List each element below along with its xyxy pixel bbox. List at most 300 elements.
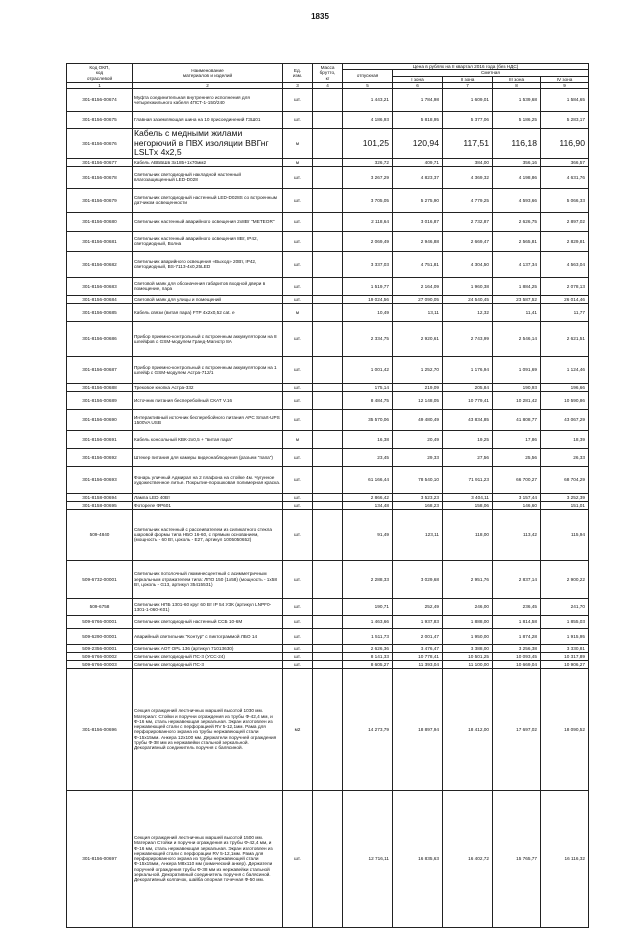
table-row	[67, 321, 589, 356]
cell-price-zone-1: 120,94	[393, 128, 443, 158]
cell-price-zone-2: 4 304,50	[443, 251, 493, 277]
cell-price-zone-2: 71 911,23	[443, 466, 493, 493]
cell-price-zone-2: 16 402,72	[443, 790, 493, 927]
cell-price-zone-4: 2 078,13	[541, 277, 589, 295]
cell-name: Световой маяк для обозначения габаритов входной двери в помещение, пара	[133, 277, 283, 295]
col-number: 2	[133, 82, 283, 88]
cell-code: 301-8156-00677	[67, 158, 133, 166]
cell-weight	[313, 295, 343, 303]
cell-price-zone-3: 1 884,25	[493, 277, 541, 295]
cell-code: 301-8156-00679	[67, 188, 133, 212]
cell-price-zone-2: 158,06	[443, 501, 493, 509]
table-row	[67, 409, 589, 430]
cell-unit: шт.	[283, 88, 313, 111]
cell-unit: шт.	[283, 615, 313, 628]
header-weight: Масса брутто, кг	[313, 64, 343, 83]
cell-name: Источник питания бесперебойный СКАТ V.16	[133, 391, 283, 409]
cell-unit: шт.	[283, 509, 313, 560]
cell-code: 301-8156-00689	[67, 391, 133, 409]
cell-price-zone-1: 4 751,81	[393, 251, 443, 277]
cell-price-zone-3: 5 186,25	[493, 111, 541, 128]
cell-price-zone-4: 4 563,04	[541, 251, 589, 277]
cell-price-zone-4: 1 584,65	[541, 88, 589, 111]
cell-price-zone-3: 236,45	[493, 598, 541, 615]
cell-weight	[313, 466, 343, 493]
cell-name: Штекер питания для камеры видеонаблюдения (разъем "папа")	[133, 448, 283, 466]
cell-price-zone-4: 2 829,81	[541, 231, 589, 251]
cell-price-zone-1: 1 252,70	[393, 356, 443, 383]
cell-price-otpusk: 19 024,56	[343, 295, 393, 303]
cell-price-zone-4: 151,01	[541, 501, 589, 509]
cell-price-zone-3: 17,86	[493, 430, 541, 448]
cell-code: 509-4840	[67, 509, 133, 560]
cell-price-zone-4: 26,33	[541, 448, 589, 466]
cell-price-zone-2: 1 950,00	[443, 628, 493, 644]
cell-name: Светильник АОТ ОРL 136 (артикул 71013630)	[133, 644, 283, 652]
table-row	[67, 615, 589, 628]
cell-price-otpusk: 190,71	[343, 598, 393, 615]
cell-price-zone-2: 384,00	[443, 158, 493, 166]
cell-name: Светильник аварийного освещения «Выход» 20Вт, IP42, светодиодный, BS-7113-4х0,25LED	[133, 251, 283, 277]
cell-weight	[313, 598, 343, 615]
cell-price-zone-2: 24 540,45	[443, 295, 493, 303]
cell-code: 301-8156-00697	[67, 790, 133, 927]
cell-price-zone-4: 115,94	[541, 509, 589, 560]
cell-code: 301-8156-00680	[67, 212, 133, 231]
cell-code: 509-6766-00001	[67, 615, 133, 628]
cell-price-otpusk: 2 288,33	[343, 560, 393, 598]
cell-price-zone-2: 11 100,00	[443, 660, 493, 668]
cell-price-zone-4: 10 906,27	[541, 660, 589, 668]
cell-code: 301-8156-00675	[67, 111, 133, 128]
cell-price-zone-1: 2 920,61	[393, 321, 443, 356]
cell-code: 301-8156-00693	[67, 466, 133, 493]
cell-price-zone-1: 13,11	[393, 303, 443, 321]
cell-name: Светильник светодиодный настенный ССБ 10-6М	[133, 615, 283, 628]
table-row	[67, 295, 589, 303]
cell-unit: м	[283, 128, 313, 158]
cell-name: Прибор приемно-контрольный с встроенным аккумулятором на 8 шлейфов с GSM-модулем Гранд-Магистр 8А	[133, 321, 283, 356]
cell-price-zone-2: 5 377,06	[443, 111, 493, 128]
cell-price-zone-2: 1 960,38	[443, 277, 493, 295]
cell-weight	[313, 509, 343, 560]
cell-weight	[313, 628, 343, 644]
cell-unit: шт.	[283, 644, 313, 652]
cell-price-zone-3: 116,18	[493, 128, 541, 158]
cell-price-zone-1: 219,09	[393, 383, 443, 391]
cell-price-otpusk: 91,49	[343, 509, 393, 560]
cell-price-zone-2: 43 834,85	[443, 409, 493, 430]
header-zone-1: I зона	[393, 76, 443, 82]
col-number: 8	[493, 82, 541, 88]
cell-weight	[313, 128, 343, 158]
cell-price-zone-2: 117,51	[443, 128, 493, 158]
cell-price-zone-3: 4 198,86	[493, 166, 541, 188]
cell-code: 509-6290-00001	[67, 628, 133, 644]
table-row	[67, 501, 589, 509]
table-row	[67, 212, 589, 231]
cell-weight	[313, 158, 343, 166]
cell-price-zone-3: 10 281,42	[493, 391, 541, 409]
header-zone-2: II зона	[443, 76, 493, 82]
cell-name: Светильник настенный аварийного освещения 2х8Вт "МЕТЕОR"	[133, 212, 283, 231]
cell-price-zone-2: 3 404,11	[443, 493, 493, 501]
cell-weight	[313, 660, 343, 668]
cell-weight	[313, 448, 343, 466]
cell-name: Светильник НПБ 1301-60 круг 60 Вт IP 54 УЗК (артикул LNPF0-1301-1-060-K01)	[133, 598, 283, 615]
cell-weight	[313, 212, 343, 231]
cell-unit: шт.	[283, 790, 313, 927]
cell-price-zone-2: 1 609,01	[443, 88, 493, 111]
cell-price-otpusk: 2 626,36	[343, 644, 393, 652]
table-row	[67, 277, 589, 295]
cell-code: 301-8156-00688	[67, 383, 133, 391]
cell-price-zone-3: 190,93	[493, 383, 541, 391]
cell-price-otpusk: 1 001,42	[343, 356, 393, 383]
cell-name: Прибор приемно-контрольный с встроенным аккумулятором на 1 шлейф с GSM-модулем Астра-712/1	[133, 356, 283, 383]
cell-price-zone-2: 10 501,25	[443, 652, 493, 660]
cell-name: Светильник настенный с рассеивателем из силикатного стекла шаровой формы типа НБО 16-60, с прямым основанием, (мощность - 60 Вт, цоколь - Е27, артикул 1005050652)	[133, 509, 283, 560]
cell-price-otpusk: 8 605,27	[343, 660, 393, 668]
cell-price-zone-4: 3 330,81	[541, 644, 589, 652]
page-number: 1835	[311, 12, 329, 21]
cell-weight	[313, 668, 343, 790]
table-row	[67, 356, 589, 383]
cell-unit: м	[283, 430, 313, 448]
table-row	[67, 166, 589, 188]
cell-name: Секция ограждений лестничных маршей высотой 1500 мм. Материал Стойки и поручни ограждения из трубы Ф-42,4 мм, и Ф-16 мм, сталь нержавеющая зеркальная. Экран изготовлен из нержавеющей стали с перфорации RV 5-12,1мм. Рама для перфорированного экрана из трубы нержавеющей стали Ф-15х15мм, Анкера М8х110 мм (химический анкер). Держатели поручней ограждения трубы Ф-38 мм из нержавейки стальной зеркальной. Декоративный соединитель поручня с балясиной. Декоративный колпачок, шайба опорная точечная Ф-50 мм.	[133, 790, 283, 927]
cell-price-zone-3: 23 587,52	[493, 295, 541, 303]
cell-price-zone-3: 113,42	[493, 509, 541, 560]
cell-code: 301-8156-00674	[67, 88, 133, 111]
col-number: 4	[313, 82, 343, 88]
cell-price-zone-3: 2 546,14	[493, 321, 541, 356]
cell-price-zone-4: 2 897,02	[541, 212, 589, 231]
cell-price-otpusk: 1 443,21	[343, 88, 393, 111]
cell-price-zone-3: 356,16	[493, 158, 541, 166]
table-row	[67, 251, 589, 277]
cell-unit: шт.	[283, 448, 313, 466]
cell-code: 509-6758	[67, 598, 133, 615]
cell-price-zone-1: 2 946,88	[393, 231, 443, 251]
table-row	[67, 111, 589, 128]
cell-code: 509-2356-00001	[67, 644, 133, 652]
cell-price-zone-2: 4 369,32	[443, 166, 493, 188]
cell-price-zone-2: 2 743,99	[443, 321, 493, 356]
cell-unit: шт.	[283, 493, 313, 501]
cell-code: 301-8156-00686	[67, 321, 133, 356]
cell-weight	[313, 501, 343, 509]
cell-price-zone-2: 1 176,94	[443, 356, 493, 383]
cell-code: 301-8156-00681	[67, 231, 133, 251]
cell-weight	[313, 391, 343, 409]
table-row	[67, 391, 589, 409]
cell-code: 301-8156-00692	[67, 448, 133, 466]
cell-price-zone-1: 3 029,68	[393, 560, 443, 598]
cell-weight	[313, 356, 343, 383]
cell-unit: шт.	[283, 356, 313, 383]
cell-price-zone-3: 4 137,34	[493, 251, 541, 277]
cell-price-zone-2: 246,00	[443, 598, 493, 615]
cell-name: Главная заземляющая шина на 10 присоединений ГЗШ01	[133, 111, 283, 128]
table-row	[67, 303, 589, 321]
cell-name: Фотореле ФР601	[133, 501, 283, 509]
cell-unit: шт.	[283, 598, 313, 615]
cell-price-zone-1: 252,49	[393, 598, 443, 615]
cell-price-zone-3: 11,41	[493, 303, 541, 321]
col-number: 6	[393, 82, 443, 88]
cell-code: 301-8156-00685	[67, 303, 133, 321]
cell-name: Светильник настенный аварийного освещения 8Вт, IP42, светодиодный, Волна	[133, 231, 283, 251]
cell-price-zone-4: 2 621,51	[541, 321, 589, 356]
cell-price-zone-4: 5 066,33	[541, 188, 589, 212]
cell-code: 301-8156-00682	[67, 251, 133, 277]
cell-unit: шт.	[283, 409, 313, 430]
cell-price-zone-1: 409,71	[393, 158, 443, 166]
cell-price-zone-1: 49 480,49	[393, 409, 443, 430]
cell-unit: шт.	[283, 277, 313, 295]
cell-weight	[313, 251, 343, 277]
cell-price-zone-3: 15 765,77	[493, 790, 541, 927]
cell-price-zone-4: 2 900,22	[541, 560, 589, 598]
cell-unit: м2	[283, 668, 313, 790]
col-number: 5	[343, 82, 393, 88]
cell-price-otpusk: 61 166,44	[343, 466, 393, 493]
cell-price-zone-4: 43 067,29	[541, 409, 589, 430]
cell-price-zone-4: 196,66	[541, 383, 589, 391]
cell-price-otpusk: 23,45	[343, 448, 393, 466]
cell-price-zone-1: 3 016,87	[393, 212, 443, 231]
col-number: 1	[67, 82, 133, 88]
cell-price-zone-4: 3 252,39	[541, 493, 589, 501]
cell-price-otpusk: 2 069,49	[343, 231, 393, 251]
table-row	[67, 652, 589, 660]
table-row	[67, 668, 589, 790]
cell-price-zone-4: 26 014,46	[541, 295, 589, 303]
cell-unit: шт.	[283, 628, 313, 644]
price-table-sheet	[66, 63, 588, 928]
cell-price-zone-4: 1 124,46	[541, 356, 589, 383]
cell-name: Лампа LED 40Вт	[133, 493, 283, 501]
cell-price-zone-3: 1 814,58	[493, 615, 541, 628]
table-row	[67, 493, 589, 501]
cell-price-zone-2: 12,32	[443, 303, 493, 321]
cell-unit: м	[283, 158, 313, 166]
cell-price-zone-3: 2 837,14	[493, 560, 541, 598]
cell-price-zone-4: 16 116,32	[541, 790, 589, 927]
cell-price-zone-3: 3 157,44	[493, 493, 541, 501]
cell-price-zone-3: 2 626,75	[493, 212, 541, 231]
cell-price-zone-2: 1 888,00	[443, 615, 493, 628]
cell-price-otpusk: 10,49	[343, 303, 393, 321]
cell-name: Кабель АВББШв 3х185+1х70мм2	[133, 158, 283, 166]
cell-unit: шт.	[283, 391, 313, 409]
cell-weight	[313, 231, 343, 251]
cell-price-zone-4: 1 855,03	[541, 615, 589, 628]
price-table	[66, 63, 589, 928]
cell-price-otpusk: 8 484,75	[343, 391, 393, 409]
cell-code: 301-8156-00683	[67, 277, 133, 295]
header-otpusknaya: отпускная	[343, 70, 393, 83]
cell-price-otpusk: 4 186,93	[343, 111, 393, 128]
cell-price-zone-1: 18 897,94	[393, 668, 443, 790]
cell-price-zone-2: 18 412,00	[443, 668, 493, 790]
table-row	[67, 188, 589, 212]
cell-unit: шт.	[283, 231, 313, 251]
cell-code: 509-6766-00003	[67, 660, 133, 668]
cell-price-zone-3: 2 565,81	[493, 231, 541, 251]
cell-name: Световой маяк для улицы и помещений	[133, 295, 283, 303]
cell-price-zone-2: 3 388,00	[443, 644, 493, 652]
cell-price-zone-1: 1 784,98	[393, 88, 443, 111]
cell-price-otpusk: 16,38	[343, 430, 393, 448]
cell-weight	[313, 560, 343, 598]
cell-price-zone-2: 4 779,25	[443, 188, 493, 212]
cell-price-zone-1: 16 835,63	[393, 790, 443, 927]
cell-price-otpusk: 35 570,06	[343, 409, 393, 430]
cell-price-otpusk: 1 519,77	[343, 277, 393, 295]
header-price-title: Цена в рублях на II квартал 2016 года (без НДС)	[343, 64, 589, 70]
cell-price-zone-2: 2 669,47	[443, 231, 493, 251]
cell-price-otpusk: 134,48	[343, 501, 393, 509]
col-number: 7	[443, 82, 493, 88]
cell-price-zone-4: 4 631,76	[541, 166, 589, 188]
cell-code: 301-8156-00690	[67, 409, 133, 430]
cell-price-zone-1: 5 275,90	[393, 188, 443, 212]
table-row	[67, 598, 589, 615]
cell-code: 509-6766-00002	[67, 652, 133, 660]
cell-unit: шт.	[283, 466, 313, 493]
cell-price-zone-1: 2 001,47	[393, 628, 443, 644]
cell-unit: шт.	[283, 652, 313, 660]
table-row	[67, 128, 589, 158]
cell-price-zone-1: 11 393,04	[393, 660, 443, 668]
cell-price-zone-2: 2 732,87	[443, 212, 493, 231]
cell-unit: шт.	[283, 660, 313, 668]
cell-weight	[313, 409, 343, 430]
cell-price-zone-2: 2 951,76	[443, 560, 493, 598]
cell-code: 301-8156-00691	[67, 430, 133, 448]
cell-price-zone-1: 123,11	[393, 509, 443, 560]
cell-name: Кабель консольный КВК-2х0,5 + "витая пара"	[133, 430, 283, 448]
cell-name: Кабель связи (витая пара) FTP 4х2х0,52 cat. e	[133, 303, 283, 321]
cell-price-zone-3: 1 874,28	[493, 628, 541, 644]
cell-weight	[313, 652, 343, 660]
cell-weight	[313, 111, 343, 128]
cell-price-otpusk: 1 463,66	[343, 615, 393, 628]
cell-price-zone-4: 116,90	[541, 128, 589, 158]
header-zone-3: III зона	[493, 76, 541, 82]
cell-name: Кабель с медными жилами негорючий в ПВХ изоляции ВВГнг LSLTx 4х2,5	[133, 128, 283, 158]
col-number: 3	[283, 82, 313, 88]
table-row	[67, 383, 589, 391]
cell-price-zone-3: 146,60	[493, 501, 541, 509]
cell-unit: шт.	[283, 188, 313, 212]
cell-price-zone-3: 4 593,66	[493, 188, 541, 212]
cell-price-zone-1: 20,49	[393, 430, 443, 448]
cell-price-zone-4: 10 317,89	[541, 652, 589, 660]
cell-code: 301-8158-00695	[67, 501, 133, 509]
cell-price-otpusk: 326,72	[343, 158, 393, 166]
cell-price-zone-1: 10 778,41	[393, 652, 443, 660]
cell-name: Интерактивный источник бесперебойного питания APC Smart-UPS 1500VA USB	[133, 409, 283, 430]
cell-name: Светильник светодиодный ПС-3	[133, 660, 283, 668]
table-row	[67, 158, 589, 166]
cell-price-zone-4: 11,77	[541, 303, 589, 321]
cell-price-zone-2: 19,25	[443, 430, 493, 448]
cell-price-zone-1: 168,23	[393, 501, 443, 509]
cell-price-otpusk: 1 511,73	[343, 628, 393, 644]
cell-name: Муфта соединительная внутреннего исполнения для четырехжильного кабеля 4ПСТ-1-150/240	[133, 88, 283, 111]
cell-code: 301-8156-00696	[67, 668, 133, 790]
cell-price-zone-1: 2 164,09	[393, 277, 443, 295]
cell-price-zone-3: 3 256,38	[493, 644, 541, 652]
cell-unit: шт.	[283, 251, 313, 277]
cell-price-zone-3: 25,56	[493, 448, 541, 466]
cell-unit: м	[283, 303, 313, 321]
cell-unit: шт.	[283, 501, 313, 509]
cell-price-zone-4: 68 704,29	[541, 466, 589, 493]
cell-weight	[313, 303, 343, 321]
cell-weight	[313, 383, 343, 391]
cell-price-otpusk: 2 866,42	[343, 493, 393, 501]
cell-price-otpusk: 2 118,64	[343, 212, 393, 231]
cell-price-zone-1: 5 818,95	[393, 111, 443, 128]
cell-price-zone-2: 27,56	[443, 448, 493, 466]
cell-price-zone-4: 241,70	[541, 598, 589, 615]
cell-name: Фонарь уличный Адмирал на 2 плафона на стойке 4м. Чугунное художественное литье. Покрытие-порошковая полимерная краска.	[133, 466, 283, 493]
cell-name: Светильник светодиодный накладной настенный влагозащищенный LED-D028	[133, 166, 283, 188]
cell-unit: шт.	[283, 111, 313, 128]
cell-price-zone-1: 12 148,05	[393, 391, 443, 409]
cell-price-zone-3: 66 700,27	[493, 466, 541, 493]
cell-price-zone-3: 10 669,04	[493, 660, 541, 668]
cell-price-zone-1: 29,33	[393, 448, 443, 466]
cell-code: 301-8156-00687	[67, 356, 133, 383]
cell-weight	[313, 166, 343, 188]
cell-price-otpusk: 101,25	[343, 128, 393, 158]
cell-price-zone-4: 10 590,86	[541, 391, 589, 409]
header-code: Код ОКП, код отраслевой	[67, 64, 133, 83]
cell-price-zone-1: 4 823,37	[393, 166, 443, 188]
cell-price-zone-4: 1 915,95	[541, 628, 589, 644]
cell-weight	[313, 321, 343, 356]
cell-price-zone-1: 78 540,10	[393, 466, 443, 493]
cell-unit: шт.	[283, 166, 313, 188]
table-row	[67, 790, 589, 927]
cell-code: 301-8156-00684	[67, 295, 133, 303]
cell-name: Светильник светодиодный ПС-3 (УСС-24)	[133, 652, 283, 660]
table-row	[67, 509, 589, 560]
cell-price-zone-4: 366,57	[541, 158, 589, 166]
cell-price-zone-1: 3 476,47	[393, 644, 443, 652]
table-row	[67, 628, 589, 644]
cell-price-zone-3: 1 091,69	[493, 356, 541, 383]
cell-weight	[313, 615, 343, 628]
cell-weight	[313, 790, 343, 927]
cell-code: 301-8158-00694	[67, 493, 133, 501]
cell-unit: шт.	[283, 212, 313, 231]
cell-price-zone-4: 18 090,52	[541, 668, 589, 790]
cell-weight	[313, 277, 343, 295]
cell-price-otpusk: 3 337,03	[343, 251, 393, 277]
cell-name: Аварийный светильник "Контур" с пиктограммой ЛБО 14	[133, 628, 283, 644]
cell-unit: шт.	[283, 321, 313, 356]
cell-name: Светильник потолочный люминесцентный с асимметричным зеркальным отражателем типа: ЛПО 150 (1х58) (мощность - 1х58 Вт, цоколь - G13, артикул 35415531)	[133, 560, 283, 598]
cell-weight	[313, 188, 343, 212]
cell-weight	[313, 644, 343, 652]
cell-price-zone-3: 1 539,68	[493, 88, 541, 111]
